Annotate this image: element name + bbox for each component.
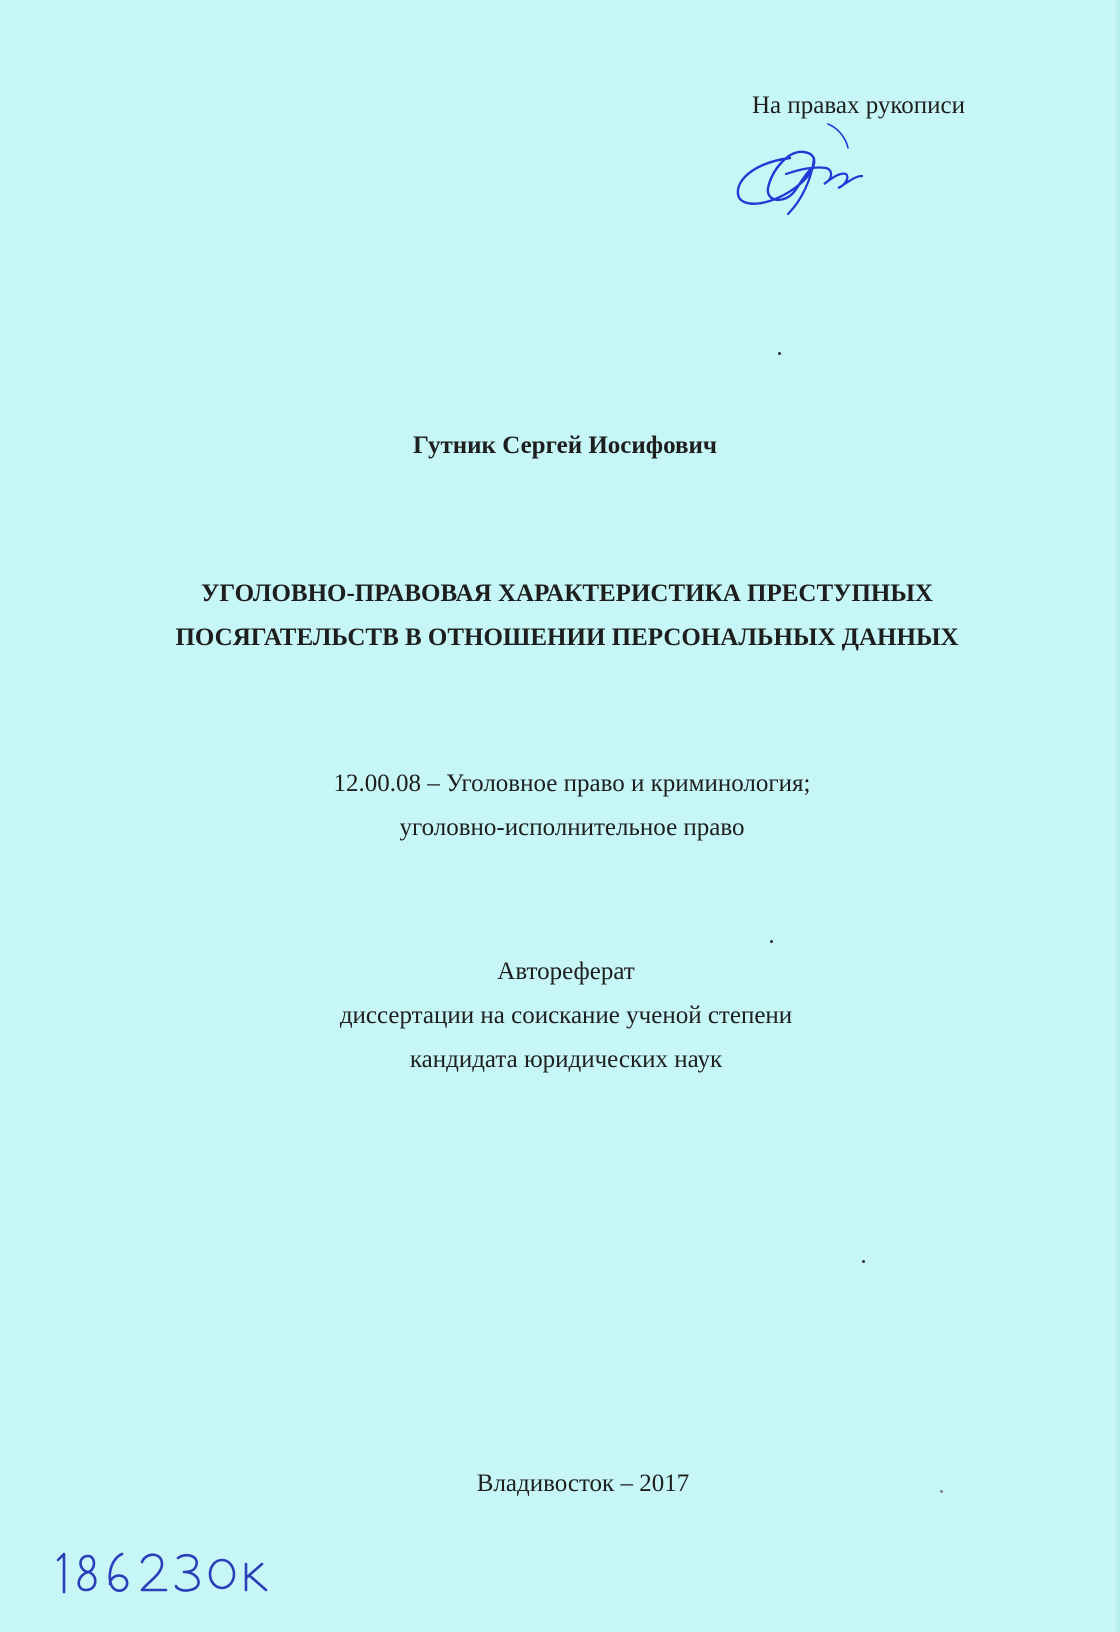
scan-speck (770, 940, 773, 943)
specialty-line: уголовно-исполнительное право (399, 814, 745, 841)
abstract-line: кандидата юридических наук (409, 1046, 723, 1073)
handwritten-inventory-number (50, 1546, 280, 1602)
specialty-line: 12.00.08 – Уголовное право и криминология; (333, 770, 811, 797)
abstract-line: диссертации на соискание ученой степени (339, 1002, 793, 1029)
abstract-line: Автореферат (497, 958, 635, 985)
title-line: ПОСЯГАТЕЛЬСТВ В ОТНОШЕНИИ ПЕРСОНАЛЬНЫХ ДАННЫХ (175, 624, 959, 651)
scan-speck (862, 1260, 865, 1263)
author-name: Гутник Сергей Иосифович (413, 432, 717, 459)
scan-speck (940, 1490, 943, 1493)
title-line: УГОЛОВНО-ПРАВОВАЯ ХАРАКТЕРИСТИКА ПРЕСТУПНЫХ (201, 580, 933, 607)
dissertation-title (0, 572, 1120, 660)
scan-speck (778, 352, 781, 355)
handwritten-signature (728, 118, 888, 230)
place-year: Владивосток – 2017 (476, 1470, 690, 1497)
specialty-code (0, 762, 1120, 850)
rights-notice: На правах рукописи (752, 92, 965, 119)
abstract-description (0, 950, 1120, 1082)
